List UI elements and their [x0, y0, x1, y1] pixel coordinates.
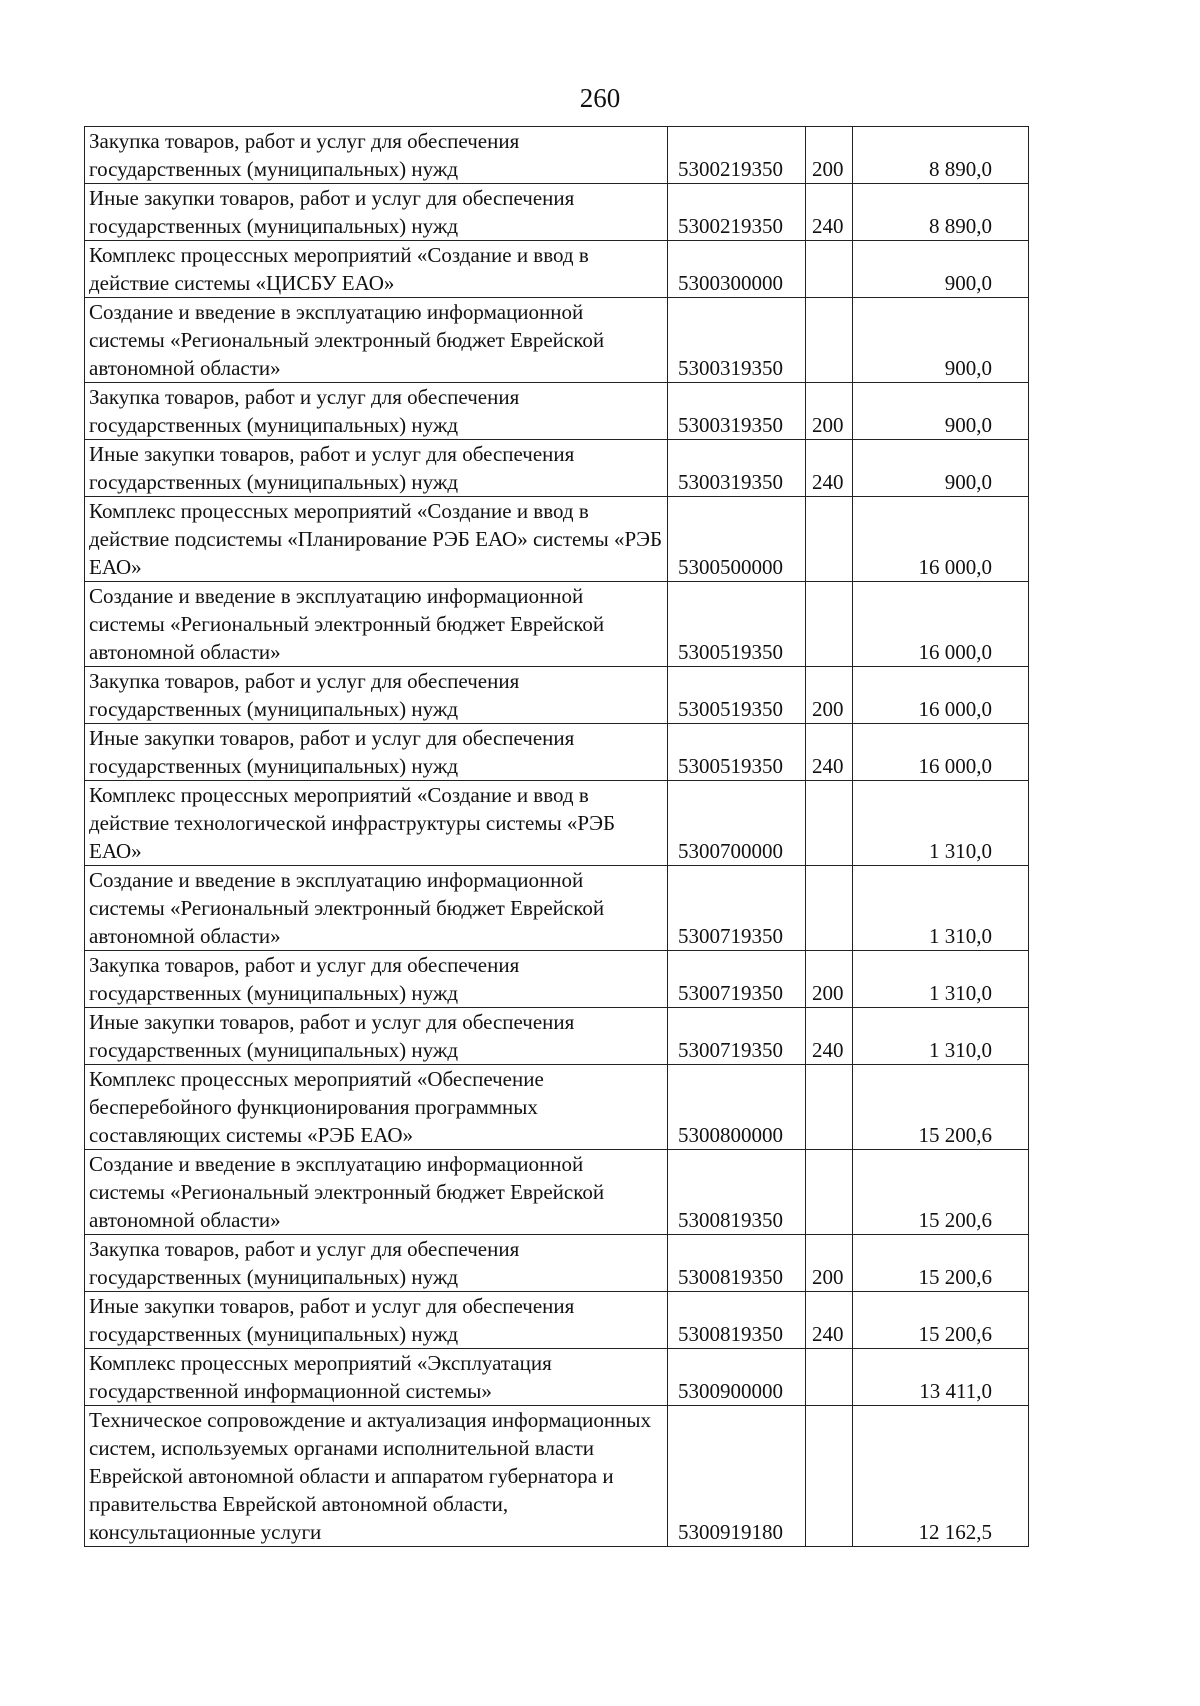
cell-type: 200	[806, 667, 853, 724]
cell-type: 240	[806, 184, 853, 241]
cell-type	[806, 497, 853, 582]
page-number: 260	[579, 83, 621, 113]
cell-type: 240	[806, 440, 853, 497]
table-row	[85, 951, 1029, 1008]
cell-name: Закупка товаров, работ и услуг для обеспечения государственных (муниципальных) нужд	[85, 383, 668, 440]
table-row	[85, 184, 1029, 241]
cell-code: 5300719350	[668, 866, 806, 951]
cell-code: 5300900000	[668, 1349, 806, 1406]
cell-name: Закупка товаров, работ и услуг для обеспечения государственных (муниципальных) нужд	[85, 951, 668, 1008]
table-row	[85, 1235, 1029, 1292]
table-row	[85, 781, 1029, 866]
cell-type	[806, 866, 853, 951]
cell-name: Иные закупки товаров, работ и услуг для обеспечения государственных (муниципальных) нужд	[85, 440, 668, 497]
cell-type	[806, 1406, 853, 1547]
cell-type: 200	[806, 951, 853, 1008]
cell-sum: 16 000,0	[853, 724, 1029, 781]
cell-type: 240	[806, 1292, 853, 1349]
cell-type	[806, 1150, 853, 1235]
cell-code: 5300319350	[668, 383, 806, 440]
cell-name: Комплекс процессных мероприятий «Обеспечение бесперебойного функционирования программных составляющих системы «РЭБ ЕАО»	[85, 1065, 668, 1150]
cell-code: 5300819350	[668, 1235, 806, 1292]
cell-type	[806, 582, 853, 667]
cell-code: 5300319350	[668, 440, 806, 497]
budget-table	[84, 126, 1029, 1547]
cell-code: 5300819350	[668, 1150, 806, 1235]
cell-sum: 15 200,6	[853, 1292, 1029, 1349]
cell-code: 5300719350	[668, 951, 806, 1008]
table-row	[85, 1406, 1029, 1547]
table-row	[85, 1065, 1029, 1150]
cell-sum: 1 310,0	[853, 951, 1029, 1008]
cell-code: 5300800000	[668, 1065, 806, 1150]
cell-code: 5300219350	[668, 127, 806, 184]
cell-type: 200	[806, 383, 853, 440]
cell-sum: 12 162,5	[853, 1406, 1029, 1547]
cell-type	[806, 1349, 853, 1406]
cell-code: 5300519350	[668, 724, 806, 781]
cell-type: 200	[806, 127, 853, 184]
cell-code: 5300700000	[668, 781, 806, 866]
cell-name: Закупка товаров, работ и услуг для обеспечения государственных (муниципальных) нужд	[85, 127, 668, 184]
cell-name: Комплекс процессных мероприятий «Эксплуатация государственной информационной системы»	[85, 1349, 668, 1406]
cell-name: Комплекс процессных мероприятий «Создание и ввод в действие системы «ЦИСБУ ЕАО»	[85, 241, 668, 298]
cell-type	[806, 298, 853, 383]
cell-name: Закупка товаров, работ и услуг для обеспечения государственных (муниципальных) нужд	[85, 667, 668, 724]
cell-name: Иные закупки товаров, работ и услуг для обеспечения государственных (муниципальных) нужд	[85, 1292, 668, 1349]
cell-code: 5300819350	[668, 1292, 806, 1349]
cell-name: Создание и введение в эксплуатацию информационной системы «Региональный электронный бюджет Еврейской автономной области»	[85, 582, 668, 667]
table-row	[85, 127, 1029, 184]
table-row	[85, 1150, 1029, 1235]
cell-sum: 900,0	[853, 298, 1029, 383]
cell-sum: 16 000,0	[853, 667, 1029, 724]
table-row	[85, 241, 1029, 298]
cell-name: Создание и введение в эксплуатацию информационной системы «Региональный электронный бюджет Еврейской автономной области»	[85, 298, 668, 383]
cell-sum: 1 310,0	[853, 781, 1029, 866]
table-row	[85, 1292, 1029, 1349]
cell-sum: 1 310,0	[853, 866, 1029, 951]
cell-code: 5300319350	[668, 298, 806, 383]
cell-code: 5300719350	[668, 1008, 806, 1065]
cell-type	[806, 1065, 853, 1150]
cell-name: Закупка товаров, работ и услуг для обеспечения государственных (муниципальных) нужд	[85, 1235, 668, 1292]
cell-sum: 900,0	[853, 383, 1029, 440]
table-row	[85, 667, 1029, 724]
cell-type	[806, 241, 853, 298]
cell-name: Техническое сопровождение и актуализация информационных систем, используемых органами исполнительной власти Еврейской автономной области и аппаратом губернатора и правительства Еврейской автономной области, консультационные услуги	[85, 1406, 668, 1547]
table-row	[85, 440, 1029, 497]
cell-sum: 900,0	[853, 241, 1029, 298]
cell-code: 5300300000	[668, 241, 806, 298]
table-row	[85, 497, 1029, 582]
cell-name: Комплекс процессных мероприятий «Создание и ввод в действие подсистемы «Планирование РЭБ ЕАО» системы «РЭБ ЕАО»	[85, 497, 668, 582]
cell-sum: 8 890,0	[853, 184, 1029, 241]
cell-sum: 15 200,6	[853, 1150, 1029, 1235]
cell-name: Иные закупки товаров, работ и услуг для обеспечения государственных (муниципальных) нужд	[85, 724, 668, 781]
cell-name: Иные закупки товаров, работ и услуг для обеспечения государственных (муниципальных) нужд	[85, 184, 668, 241]
table-row	[85, 866, 1029, 951]
table-row	[85, 298, 1029, 383]
cell-sum: 15 200,6	[853, 1235, 1029, 1292]
cell-name: Иные закупки товаров, работ и услуг для обеспечения государственных (муниципальных) нужд	[85, 1008, 668, 1065]
cell-name: Комплекс процессных мероприятий «Создание и ввод в действие технологической инфраструктуры системы «РЭБ ЕАО»	[85, 781, 668, 866]
cell-type: 240	[806, 1008, 853, 1065]
cell-sum: 16 000,0	[853, 582, 1029, 667]
cell-sum: 900,0	[853, 440, 1029, 497]
cell-sum: 1 310,0	[853, 1008, 1029, 1065]
cell-type	[806, 781, 853, 866]
cell-sum: 13 411,0	[853, 1349, 1029, 1406]
table-row	[85, 1349, 1029, 1406]
cell-type: 200	[806, 1235, 853, 1292]
cell-sum: 16 000,0	[853, 497, 1029, 582]
cell-type: 240	[806, 724, 853, 781]
table-row	[85, 1008, 1029, 1065]
table-row	[85, 582, 1029, 667]
cell-name: Создание и введение в эксплуатацию информационной системы «Региональный электронный бюджет Еврейской автономной области»	[85, 866, 668, 951]
cell-code: 5300919180	[668, 1406, 806, 1547]
cell-sum: 15 200,6	[853, 1065, 1029, 1150]
table-row	[85, 724, 1029, 781]
cell-code: 5300500000	[668, 497, 806, 582]
table-body	[85, 127, 1029, 1547]
cell-code: 5300519350	[668, 582, 806, 667]
cell-code: 5300219350	[668, 184, 806, 241]
cell-sum: 8 890,0	[853, 127, 1029, 184]
cell-code: 5300519350	[668, 667, 806, 724]
cell-name: Создание и введение в эксплуатацию информационной системы «Региональный электронный бюджет Еврейской автономной области»	[85, 1150, 668, 1235]
table-row	[85, 383, 1029, 440]
